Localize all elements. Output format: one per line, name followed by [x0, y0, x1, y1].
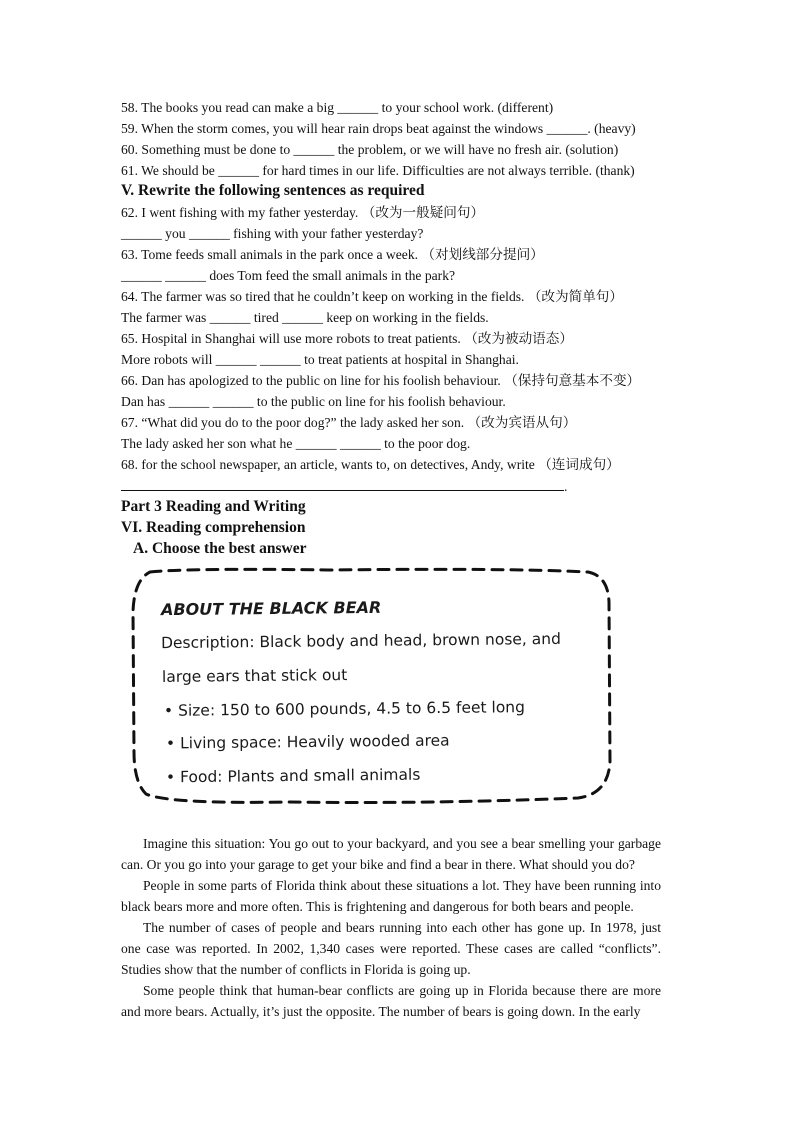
question-67: 67. “What did you do to the poor dog?” the lady asked her son. （改为宾语从句） [121, 415, 577, 430]
info-box-living-space: • Living space: Heavily wooded area [165, 731, 450, 753]
info-box-description-2: large ears that stick out [161, 666, 348, 686]
subsection-a-heading: A. Choose the best answer [133, 540, 307, 557]
black-bear-info-box [128, 562, 616, 810]
question-65: 65. Hospital in Shanghai will use more robots to treat patients. （改为被动语态） [121, 331, 573, 346]
passage-paragraph-3: The number of cases of people and bears running into each other has gone up. In 1978, just one case was reported. In 2002, 1,340 cases were reported. These cases are called “conflicts”. Studies show that the number of conflicts in Florida is going up. [121, 920, 661, 977]
question-58: 58. The books you read can make a big ______ to your school work. (different) [121, 100, 554, 115]
info-box-description-1: Description: Black body and head, brown nose, and [160, 629, 561, 653]
question-61: 61. We should be ______ for hard times in our life. Difficulties are not always terrible. (thank) [121, 163, 635, 178]
question-68: 68. for the school newspaper, an article, wants to, on detectives, Andy, write （连词成句） [121, 457, 620, 472]
section-vi-heading: VI. Reading comprehension [121, 519, 306, 536]
answer-67: The lady asked her son what he ______ ______ to the poor dog. [121, 436, 471, 451]
part-3-heading: Part 3 Reading and Writing [121, 498, 306, 515]
answer-blank [121, 479, 564, 491]
answer-68-line [121, 478, 567, 496]
bullet-icon: • [165, 734, 181, 753]
section-v-heading: V. Rewrite the following sentences as required [121, 182, 425, 199]
bullet-icon: • [165, 768, 181, 787]
passage-paragraph-4: Some people think that human-bear conflicts are going up in Florida because there are more and more bears. Actually, it’s just the opposite. The number of bears is going down. In the early [121, 983, 661, 1019]
answer-66: Dan has ______ ______ to the public on line for his foolish behaviour. [121, 394, 506, 409]
info-box-title: ABOUT THE BLACK BEAR [160, 597, 382, 620]
question-64: 64. The farmer was so tired that he couldn’t keep on working in the fields. （改为简单句） [121, 289, 623, 304]
info-box-food: • Food: Plants and small animals [165, 765, 421, 787]
info-box-size: • Size: 150 to 600 pounds, 4.5 to 6.5 feet long [163, 698, 526, 720]
question-59: 59. When the storm comes, you will hear rain drops beat against the windows ______. (heavy) [121, 121, 636, 136]
question-66: 66. Dan has apologized to the public on line for his foolish behaviour. （保持句意基本不变） [121, 373, 641, 388]
bullet-icon: • [163, 701, 179, 720]
answer-63: ______ ______ does Tom feed the small animals in the park? [121, 268, 456, 283]
answer-64: The farmer was ______ tired ______ keep on working in the fields. [121, 310, 489, 325]
answer-line-end: . [564, 479, 568, 494]
answer-62: ______ you ______ fishing with your father yesterday? [121, 226, 424, 241]
passage-paragraph-2: People in some parts of Florida think about these situations a lot. They have been running into black bears more and more often. This is frightening and dangerous for both bears and people. [121, 878, 661, 914]
reading-passage [121, 833, 661, 1022]
question-60: 60. Something must be done to ______ the problem, or we will have no fresh air. (solution) [121, 142, 619, 157]
question-62: 62. I went fishing with my father yesterday. （改为一般疑问句） [121, 205, 485, 220]
answer-65: More robots will ______ ______ to treat patients at hospital in Shanghai. [121, 352, 519, 367]
question-63: 63. Tome feeds small animals in the park once a week. （对划线部分提问） [121, 247, 544, 262]
passage-paragraph-1: Imagine this situation: You go out to your backyard, and you see a bear smelling your garbage can. Or you go into your garage to get your bike and find a bear in there. What should you do? [121, 836, 661, 872]
